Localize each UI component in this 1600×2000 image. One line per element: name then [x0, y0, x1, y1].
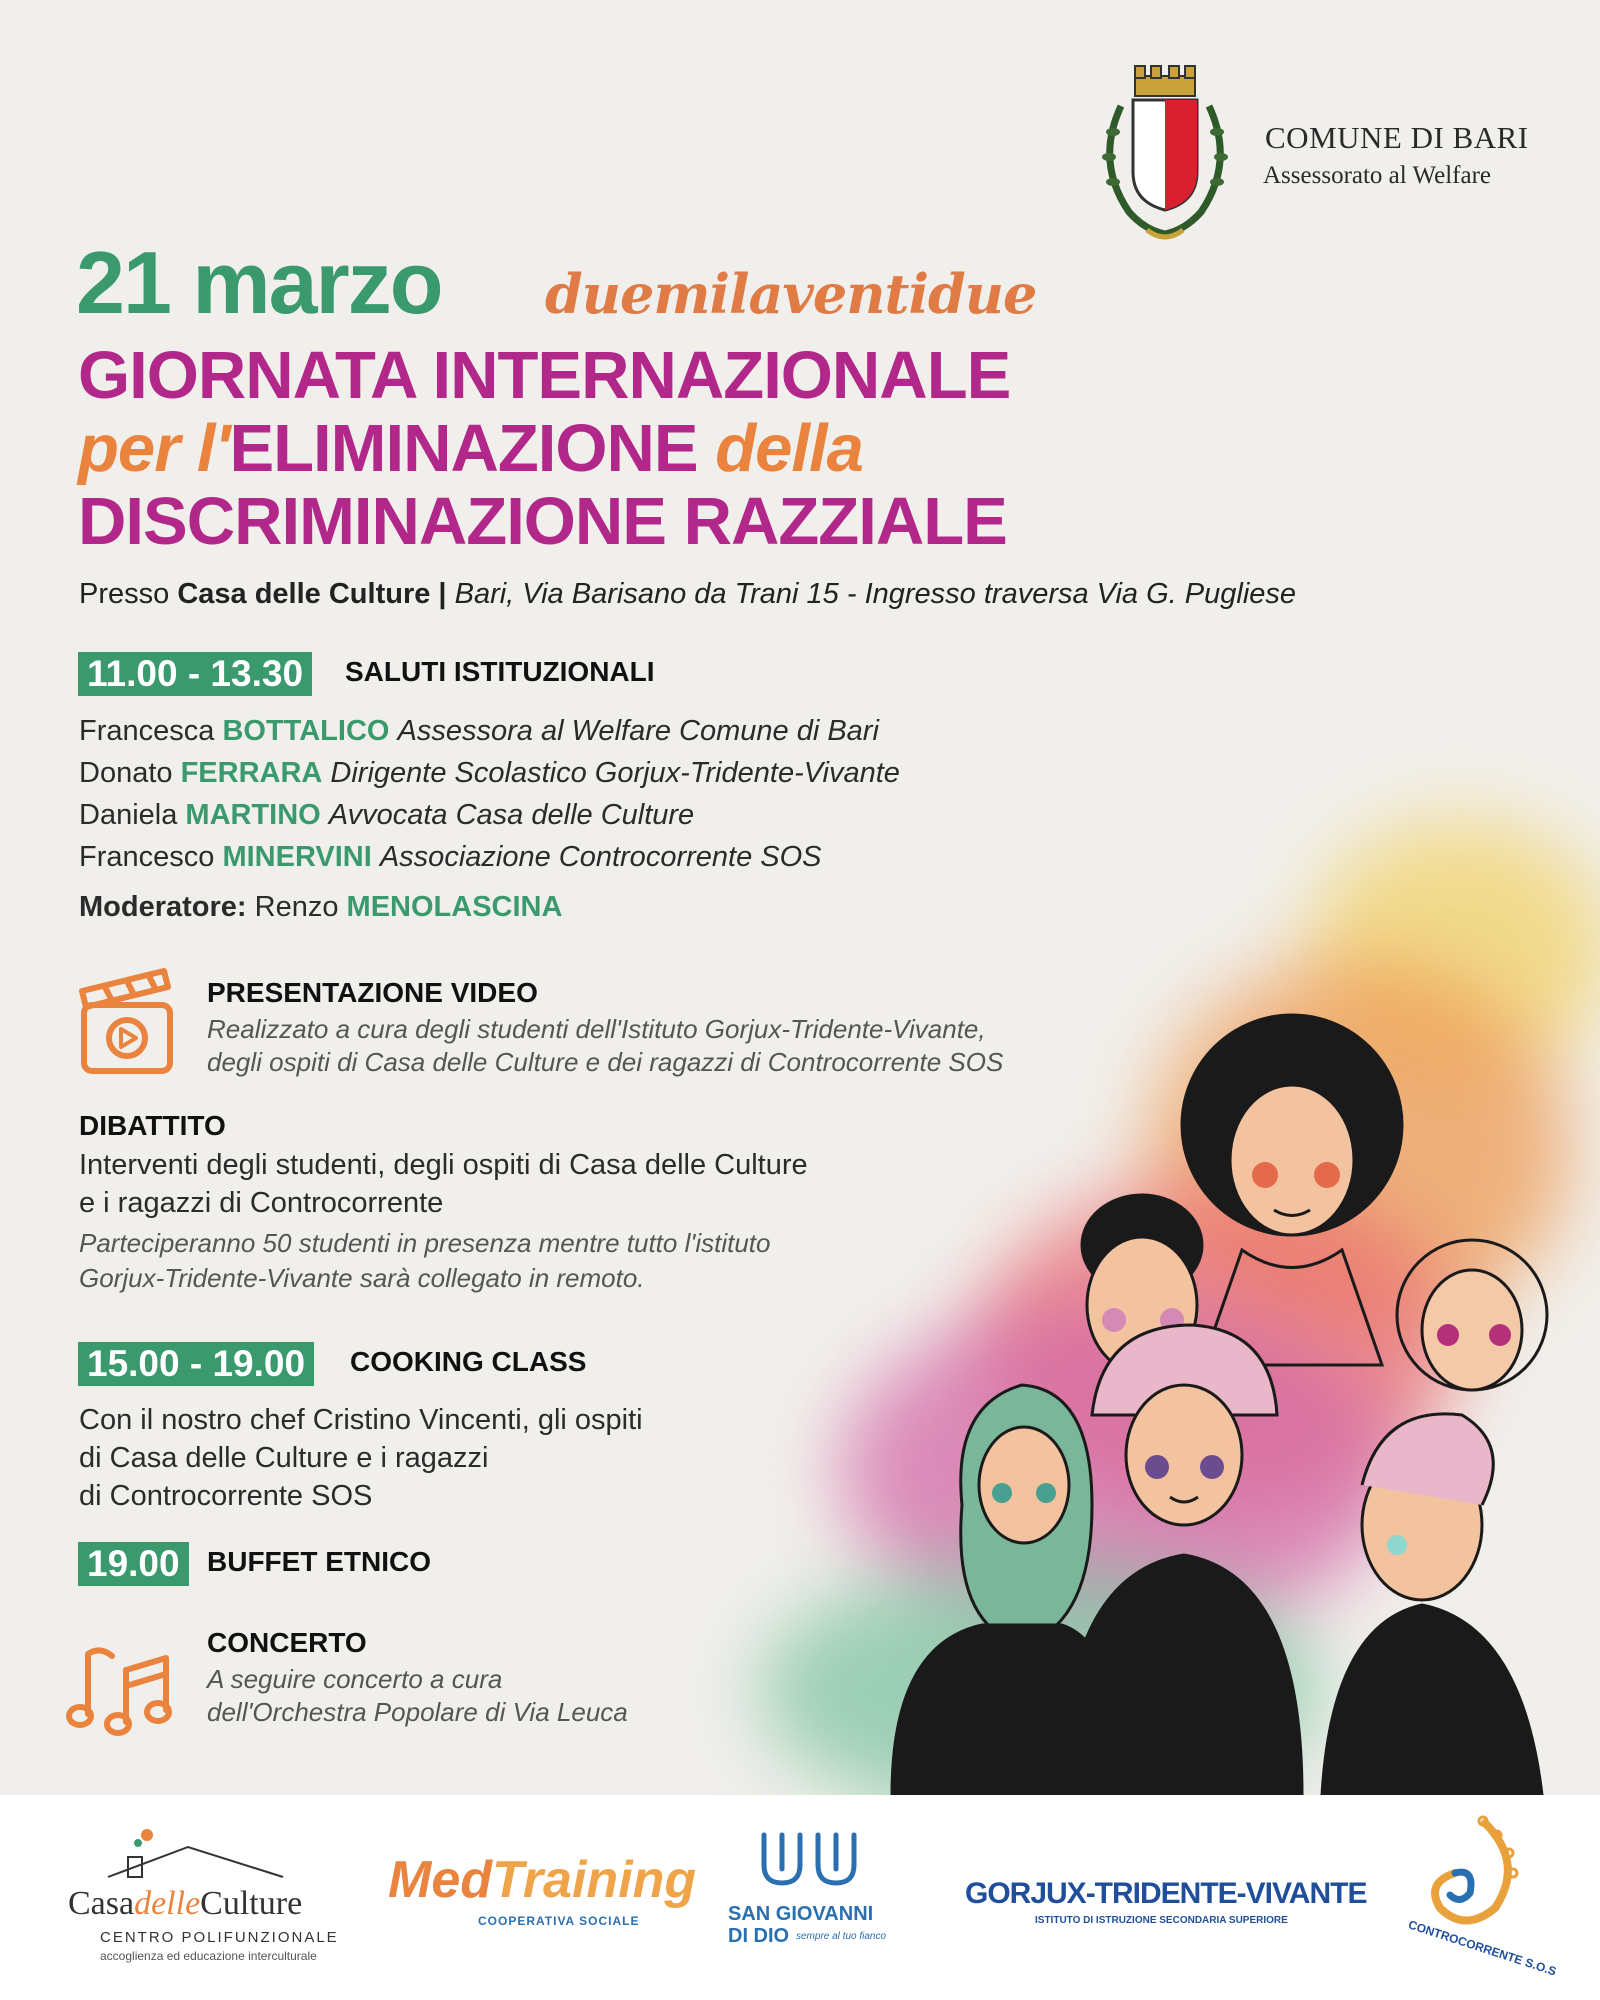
venue-place: Casa delle Culture: [177, 578, 431, 610]
speaker-last-name: FERRARA: [180, 757, 323, 789]
wave-icon: [1415, 1813, 1535, 1933]
speaker-first-name: Francesca: [79, 715, 215, 747]
moderator-line: [79, 891, 562, 924]
title-line-2-suffix: della: [715, 411, 863, 486]
institution-department: Assessorato al Welfare: [1263, 162, 1492, 189]
moderator-last-name: MENOLASCINA: [346, 891, 563, 923]
medtraining-subtitle: COOPERATIVA SOCIALE: [478, 1914, 640, 1928]
title-line-2: [78, 410, 863, 487]
dibattito-note-line: Parteciperanno 50 studenti in presenza mentre tutto l'istituto: [79, 1228, 771, 1258]
venue-separator: |: [438, 578, 447, 610]
speaker-last-name: MINERVINI: [222, 841, 372, 873]
culture-word: Culture: [200, 1885, 303, 1922]
gorjux-name: GORJUX-TRIDENTE-VIVANTE: [965, 1877, 1367, 1910]
section-title-cooking: COOKING CLASS: [350, 1346, 587, 1377]
speaker-row: [79, 836, 900, 878]
house-icon: [68, 1825, 308, 1885]
title-line-2-main: ELIMINAZIONE: [229, 411, 698, 486]
speaker-role: Dirigente Scolastico Gorjux-Tridente-Vivante: [330, 757, 900, 789]
venue-address: Bari, Via Barisano da Trani 15 - Ingresso traversa Via G. Pugliese: [454, 578, 1297, 610]
logo-casa-delle-culture: [68, 1825, 348, 1975]
title-line-1: GIORNATA INTERNAZIONALE: [78, 338, 1011, 413]
training-word: Training: [492, 1851, 697, 1909]
concerto-description-line: dell'Orchestra Popolare di Via Leuca: [207, 1697, 628, 1727]
cooking-description-line: Con il nostro chef Cristino Vincenti, gli ospiti: [79, 1404, 643, 1436]
logo-gorjux-tridente-vivante: [965, 1877, 1367, 1937]
institution-name: COMUNE DI BARI: [1265, 120, 1529, 155]
speaker-role: Assessora al Welfare Comune di Bari: [397, 715, 879, 747]
cooking-description-line: di Controcorrente SOS: [79, 1480, 373, 1512]
video-description-line: degli ospiti di Casa delle Culture e dei ragazzi di Controcorrente SOS: [207, 1047, 1004, 1077]
moderator-label: Moderatore:: [79, 891, 247, 923]
hands-icon: [754, 1825, 874, 1895]
delle-word: delle: [134, 1885, 201, 1922]
section-title-buffet: BUFFET ETNICO: [207, 1546, 431, 1577]
logo-controcorrente-sos: [1405, 1813, 1565, 1993]
event-year: duemilaventidue: [545, 262, 1037, 326]
partners-footer: [0, 1795, 1600, 2000]
speaker-role: Associazione Controcorrente SOS: [379, 841, 822, 873]
casa-word: Casa: [68, 1885, 135, 1922]
venue-line: [79, 578, 1296, 611]
title-line-3: DISCRIMINAZIONE RAZZIALE: [78, 484, 1007, 559]
logo-medtraining: [388, 1850, 697, 1950]
casa-subtitle: CENTRO POLIFUNZIONALE: [100, 1929, 339, 1946]
casa-tagline: accoglienza ed educazione interculturale: [100, 1949, 317, 1963]
time-badge-slot2: 15.00 - 19.00: [78, 1342, 314, 1386]
gorjux-subtitle: ISTITUTO DI ISTRUZIONE SECONDARIA SUPERIORE: [1035, 1915, 1288, 1926]
event-date: 21 marzo: [76, 233, 442, 332]
video-description-line: Realizzato a cura degli studenti dell'Istituto Gorjux-Tridente-Vivante,: [207, 1014, 986, 1044]
title-line-2-prefix: per l': [78, 411, 230, 486]
cooking-description: [79, 1401, 643, 1515]
sangiovanni-tagline: sempre al tuo fianco: [796, 1931, 887, 1942]
section-title-dibattito: DIBATTITO: [79, 1110, 226, 1141]
section-title-concerto: CONCERTO: [207, 1627, 367, 1658]
music-notes-icon: [66, 1636, 174, 1736]
controcorrente-name: CONTROCORRENTE S.O.S: [1406, 1917, 1559, 1979]
dibattito-text-line: e i ragazzi di Controcorrente: [79, 1187, 444, 1219]
logo-san-giovanni-di-dio: [728, 1825, 898, 1975]
dibattito-text-line: Interventi degli studenti, degli ospiti di Casa delle Culture: [79, 1149, 808, 1181]
speaker-list: [79, 710, 900, 878]
speaker-last-name: BOTTALICO: [222, 715, 390, 747]
speaker-row: [79, 710, 900, 752]
dibattito-text: [79, 1146, 808, 1222]
sangiovanni-line2: DI DIO: [728, 1925, 790, 1947]
moderator-first-name: Renzo: [254, 891, 339, 923]
time-badge-slot3: 19.00: [78, 1542, 189, 1586]
speaker-first-name: Daniela: [79, 799, 178, 831]
speaker-row: [79, 794, 900, 836]
dibattito-note: [79, 1226, 770, 1296]
section-title-video: PRESENTAZIONE VIDEO: [207, 977, 538, 1008]
speaker-first-name: Donato: [79, 757, 173, 789]
dibattito-note-line: Gorjux-Tridente-Vivante sarà collegato in remoto.: [79, 1263, 645, 1293]
section-title-saluti: SALUTI ISTITUZIONALI: [345, 656, 655, 687]
sangiovanni-line1: SAN GIOVANNI: [728, 1903, 874, 1925]
med-word: Med: [388, 1851, 492, 1909]
speaker-role: Avvocata Casa delle Culture: [328, 799, 695, 831]
speaker-last-name: MARTINO: [185, 799, 321, 831]
cooking-description-line: di Casa delle Culture e i ragazzi: [79, 1442, 489, 1474]
speaker-first-name: Francesco: [79, 841, 215, 873]
clapperboard-icon: [76, 965, 176, 1077]
concerto-description-line: A seguire concerto a cura: [207, 1664, 503, 1694]
time-badge-slot1: 11.00 - 13.30: [78, 652, 312, 696]
coat-of-arms-icon: [1085, 62, 1245, 252]
speaker-row: [79, 752, 900, 794]
concerto-description: [207, 1663, 628, 1729]
venue-label: Presso: [79, 578, 170, 610]
people-illustration: [862, 985, 1582, 1795]
